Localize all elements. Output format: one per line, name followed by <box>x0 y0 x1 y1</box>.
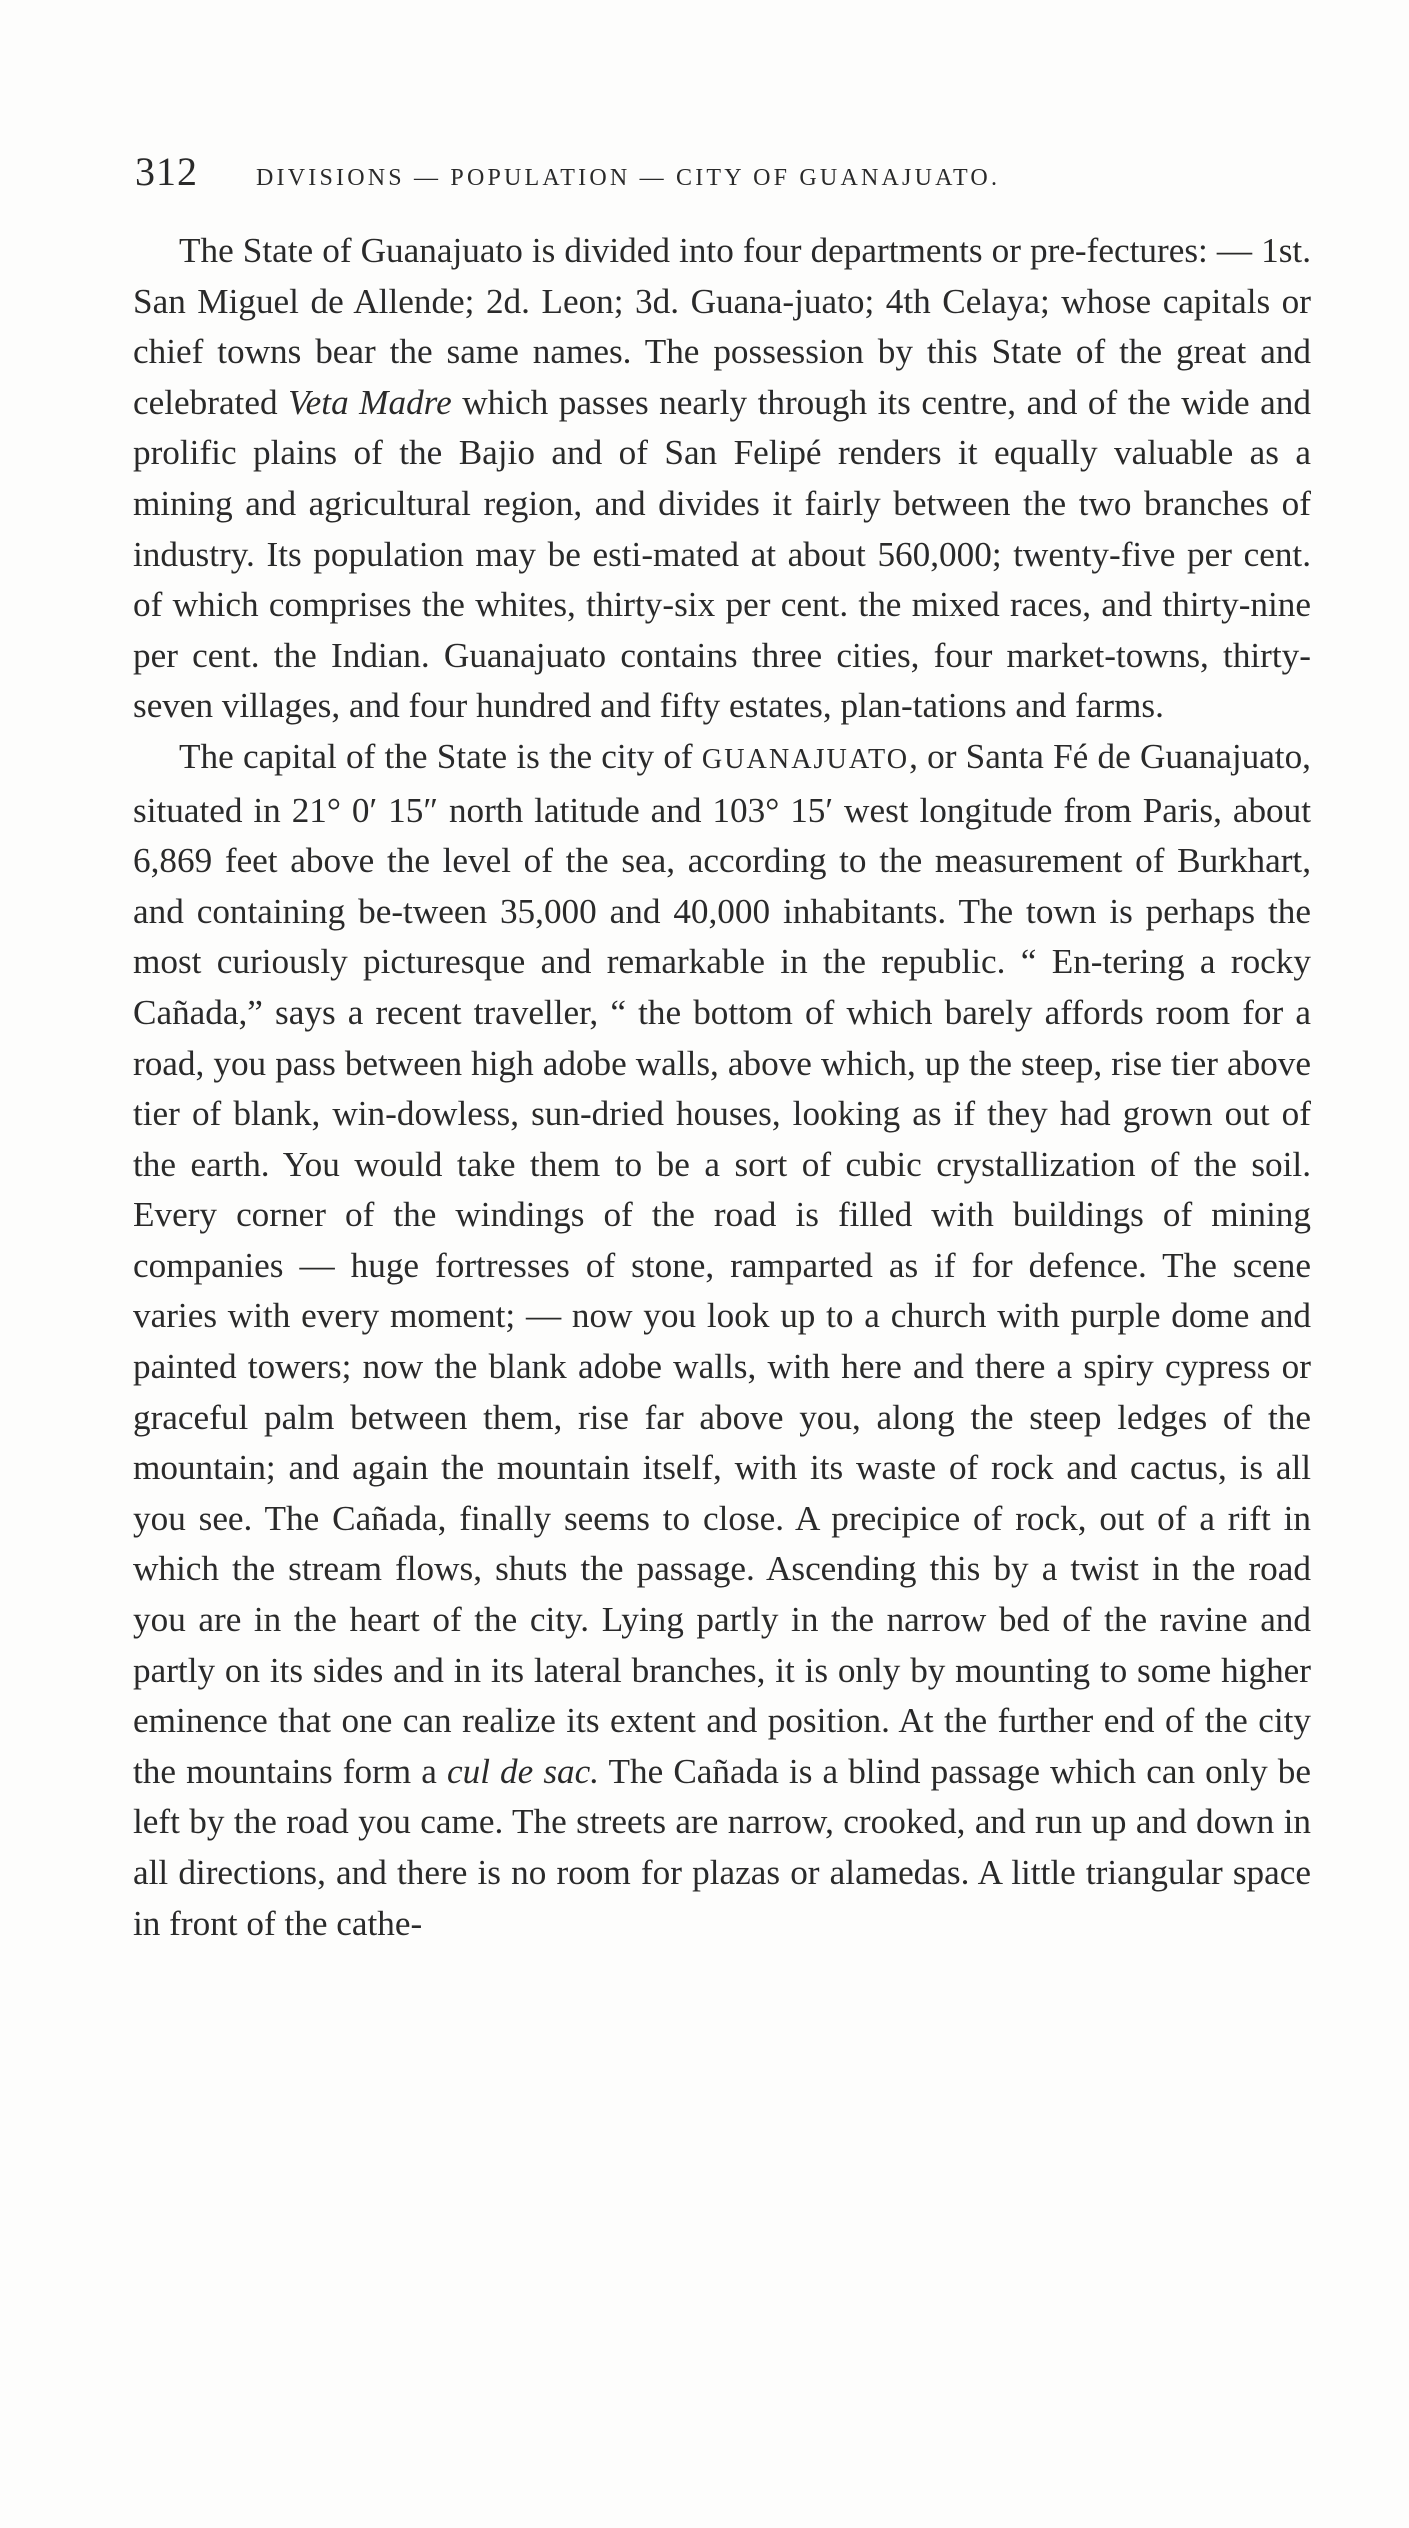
italic-run: cul de sac. <box>446 1751 600 1791</box>
text-run: which passes nearly through its centre, and of the wide and prolific plains of the Bajio and of San Felipé renders it equally valuable as a mining and agricultural region, and divides it fairly between the two branches of industry. Its population may be esti-mated at about 560,000; twenty-five per cent. of which comprises the whites, thirty-six per cent. the mixed races, and thirty-nine per cent. the Indian. Guanajuato contains three cities, four market-towns, thirty-seven villages, and four hundred and fifty estates, plan-tations and farms. <box>133 382 1311 726</box>
page-number: 312 <box>135 149 198 194</box>
running-head <box>135 148 1315 195</box>
body-text <box>133 226 1311 1949</box>
text-run: The State of Guanajuato is divided into four departments or pre-fectures: — 1st. San Miguel de Allende; 2d. Leon; 3d. Guana-juato; 4th Celaya; whose capitals or chief towns bear the same names. The possession by this State of the great and celebrated <box>133 231 1311 422</box>
smallcaps-run: GUANAJUATO <box>701 743 910 775</box>
running-title: DIVISIONS — POPULATION — CITY OF GUANAJUATO. <box>256 165 1001 191</box>
text-run: The Cañada is a blind passage which can only be left by the road you came. The streets are narrow, crooked, and run up and down in all directions, and there is no room for plazas or alamedas. A little triangular space in front of the cathe- <box>133 1751 1311 1943</box>
paragraph <box>133 732 1311 1949</box>
italic-run: Veta Madre <box>288 382 452 422</box>
text-run: The capital of the State is the city of <box>179 736 702 776</box>
paragraph <box>133 226 1311 732</box>
text-run: , or Santa Fé de Guanajuato, situated in 21° 0′ 15″ north latitude and 103° 15′ west longitude from Paris, about 6,869 feet above the level of the sea, according to the measurement of Burkhart, and containing be-tween 35,000 and 40,000 inhabitants. The town is perhaps the most curiously picturesque and remarkable in the republic. “ En-tering a rocky Cañada,” says a recent traveller, “ the bottom of which barely affords room for a road, you pass between high adobe walls, above which, up the steep, rise tier above tier of blank, win-dowless, sun-dried houses, looking as if they had grown out of the earth. You would take them to be a sort of cubic crystallization of the soil. Every corner of the windings of the road is filled with buildings of mining companies — huge fortresses of stone, ramparted as if for defence. The scene varies with every moment; — now you look up to a church with purple dome and painted towers; now the blank adobe walls, with here and there a spiry cypress or graceful palm between them, rise far above you, along the steep ledges of the mountain; and again the mountain itself, with its waste of rock and cactus, is all you see. The Cañada, finally seems to close. A precipice of rock, out of a rift in which the stream flows, shuts the passage. Ascending this by a twist in the road you are in the heart of the city. Lying partly in the narrow bed of the ravine and partly on its sides and in its lateral branches, it is only by mounting to some higher eminence that one can realize its extent and position. At the further end of the city the mountains form a <box>133 736 1311 1791</box>
